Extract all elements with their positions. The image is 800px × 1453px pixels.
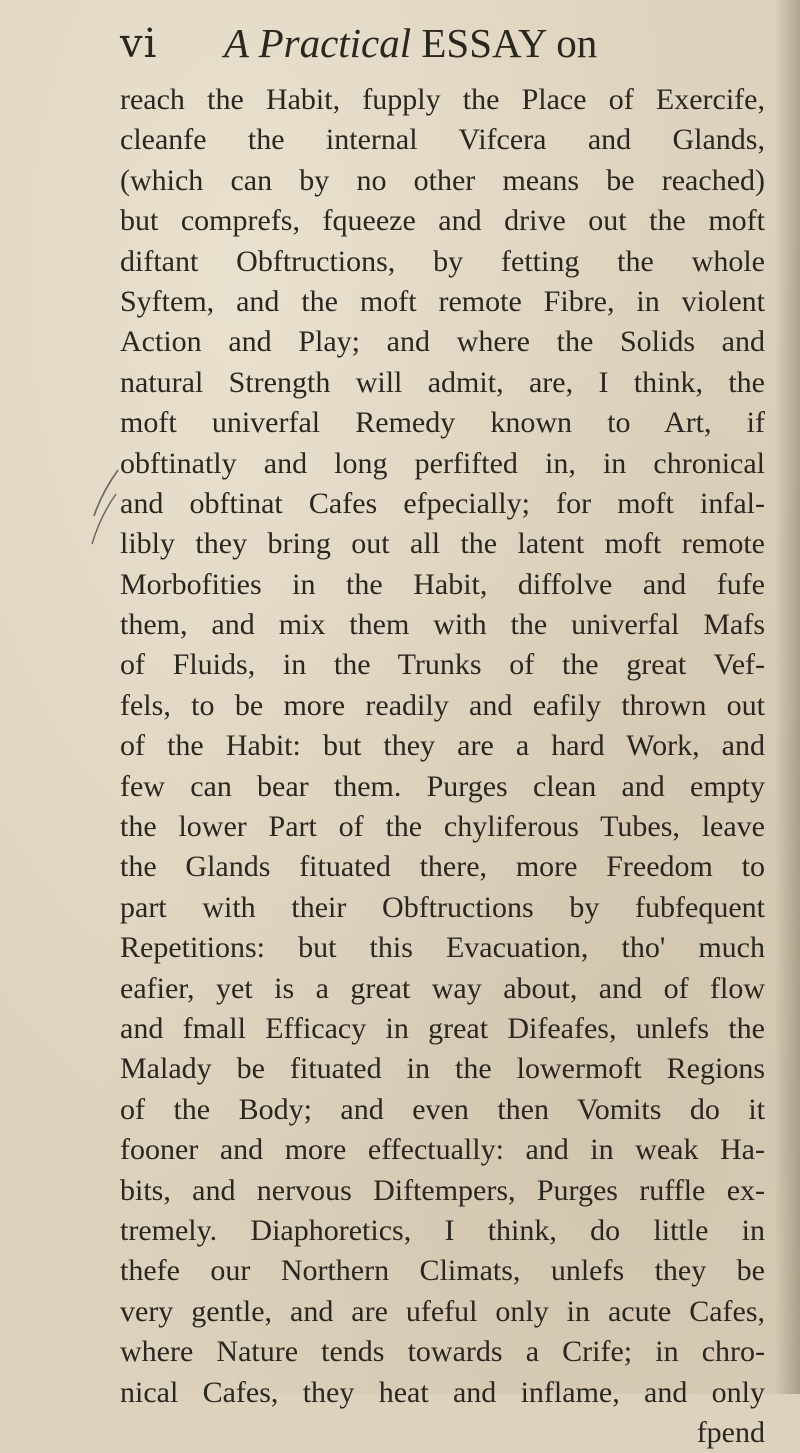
text-line: very gentle, and are ufeful only in acute Cafes, bbox=[120, 1294, 765, 1328]
running-title-prefix: A bbox=[224, 20, 259, 66]
running-title-italic: Practical bbox=[258, 20, 412, 66]
text-line: of Fluids, in the Trunks of the great Vef- bbox=[120, 648, 765, 682]
text-line: obftinatly and long perfifted in, in chronical bbox=[120, 446, 765, 480]
text-line: natural Strength will admit, are, I think, the bbox=[120, 365, 765, 399]
text-line: them, and mix them with the univerfal Mafs bbox=[120, 608, 765, 642]
text-line: Morbofities in the Habit, diffolve and fufe bbox=[120, 567, 765, 601]
text-line: Syftem, and the moft remote Fibre, in violent bbox=[120, 284, 765, 318]
text-line: thefe our Northern Climats, unlefs they be bbox=[120, 1254, 765, 1288]
text-line: and fmall Efficacy in great Difeafes, unlefs the bbox=[120, 1011, 765, 1045]
running-title bbox=[224, 10, 597, 76]
text-line: of the Body; and even then Vomits do it bbox=[120, 1092, 765, 1126]
text-line: tremely. Diaphoretics, I think, do little in bbox=[120, 1213, 765, 1247]
text-line: moft univerfal Remedy known to Art, if bbox=[120, 406, 765, 440]
catchword: fpend bbox=[696, 1415, 765, 1449]
text-line: reach the Habit, fupply the Place of Exercife, bbox=[120, 83, 765, 116]
text-line: few can bear them. Purges clean and empty bbox=[120, 769, 765, 803]
text-line: bits, and nervous Diftempers, Purges ruffle ex- bbox=[120, 1173, 765, 1207]
body-text bbox=[120, 80, 765, 1453]
text-line: the Glands fituated there, more Freedom to bbox=[120, 850, 765, 884]
text-line: (which can by no other means be reached) bbox=[120, 163, 765, 197]
text-line: eafier, yet is a great way about, and of flow bbox=[120, 971, 765, 1005]
text-line: where Nature tends towards a Crife; in chro- bbox=[120, 1335, 765, 1369]
running-head bbox=[120, 10, 760, 76]
text-line: Action and Play; and where the Solids and bbox=[120, 325, 765, 359]
text-line: nical Cafes, they heat and inflame, and only bbox=[120, 1375, 765, 1409]
text-line: the lower Part of the chyliferous Tubes, leave bbox=[120, 810, 765, 844]
text-line: diftant Obftructions, by fetting the whole bbox=[120, 244, 765, 278]
text-line: Repetitions: but this Evacuation, tho' much bbox=[120, 931, 765, 965]
text-line: and obftinat Cafes efpecially; for moft infal- bbox=[120, 486, 765, 520]
page-number: vi bbox=[120, 21, 158, 67]
text-line: fels, to be more readily and eafily thrown out bbox=[120, 688, 765, 722]
text-line: libly they bring out all the latent moft remote bbox=[120, 527, 765, 561]
text-line: cleanfe the internal Vifcera and Glands, bbox=[120, 123, 765, 157]
text-line: part with their Obftructions by fubfequent bbox=[120, 890, 765, 924]
text-line: fooner and more effectually: and in weak Ha- bbox=[120, 1133, 765, 1167]
text-line: Malady be fituated in the lowermoft Regions bbox=[120, 1052, 765, 1086]
text-line: but comprefs, fqueeze and drive out the moft bbox=[120, 204, 765, 238]
text-line: of the Habit: but they are a hard Work, and bbox=[120, 729, 765, 763]
running-title-rest: ESSAY on bbox=[411, 20, 598, 66]
